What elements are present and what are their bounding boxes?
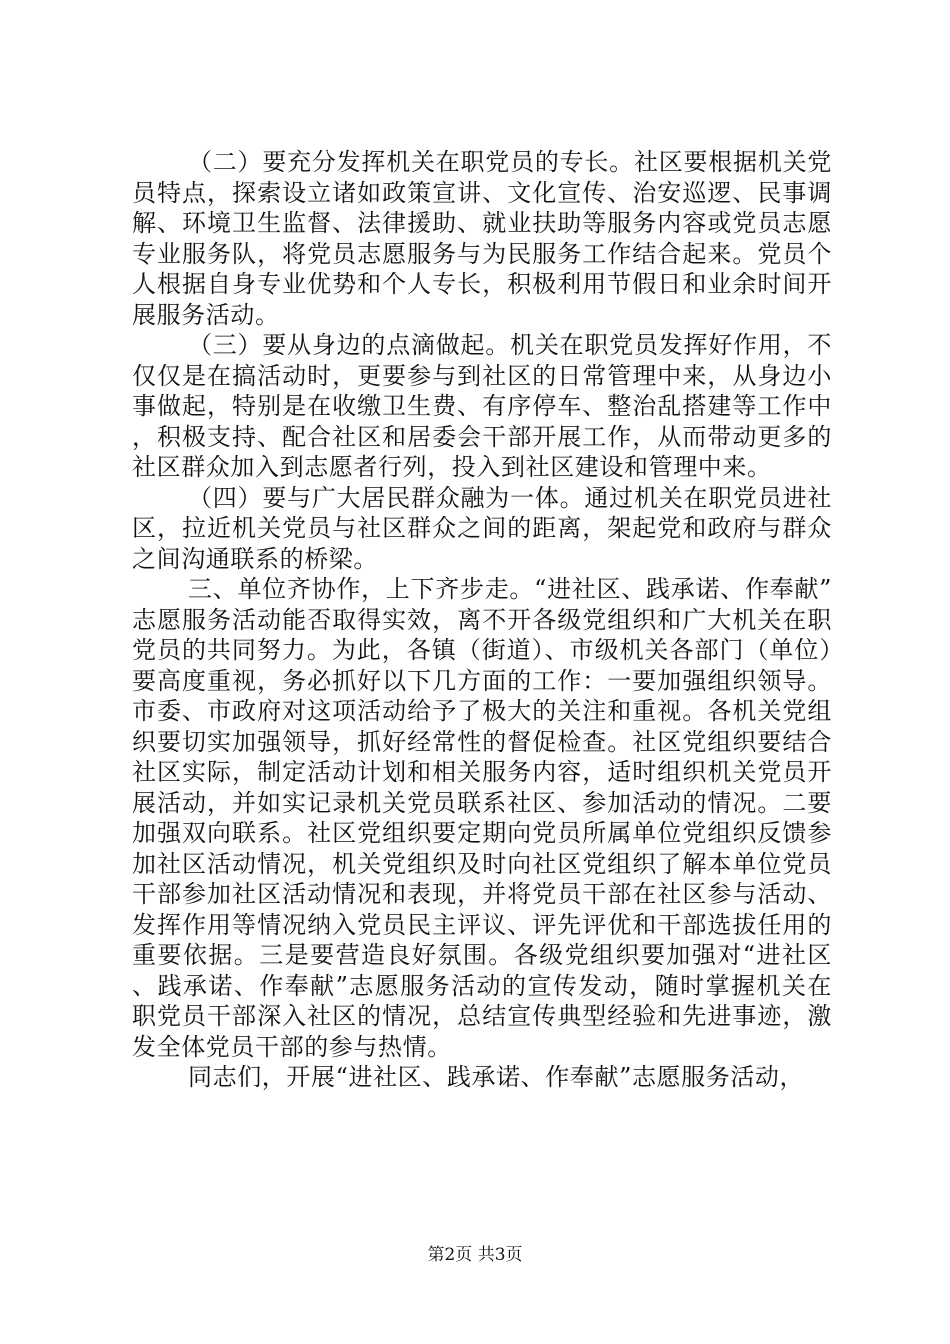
paragraph-two: （二）要充分发挥机关在职党员的专长。社区要根据机关党员特点，探索设立诸如政策宣讲、文化宣传、治安巡逻、民事调解、环境卫生监督、法律援助、就业扶助等服务内容或党员志愿专业服务队，将党员志愿服务与为民服务工作结合起来。党员个人根据自身专业优势和个人专长，积极利用节假日和业余时间开展服务活动。 xyxy=(132,148,832,329)
paragraph-four: （四）要与广大居民群众融为一体。通过机关在职党员进社区，拉近机关党员与社区群众之间的距离，架起党和政府与群众之间沟通联系的桥梁。 xyxy=(132,483,832,573)
paragraph-section-three: 三、单位齐协作，上下齐步走。“进社区、践承诺、作奉献”志愿服务活动能否取得实效，离不开各级党组织和广大机关在职党员的共同努力。为此，各镇（街道）、市级机关各部门（单位）要高度重视，务必抓好以下几方面的工作：一要加强组织领导。市委、市政府对这项活动给予了极大的关注和重视。各机关党组织要切实加强领导，抓好经常性的督促检查。社区党组织要结合社区实际，制定活动计划和相关服务内容，适时组织机关党员开展活动，并如实记录机关党员联系社区、参加活动的情况。二要加强双向联系。社区党组织要定期向党员所属单位党组织反馈参加社区活动情况，机关党组织及时向社区党组织了解本单位党员干部参加社区活动情况和表现，并将党员干部在社区参与活动、发挥作用等情况纳入党员民主评议、评先评优和干部选拔任用的重要依据。三是要营造良好氛围。各级党组织要加强对“进社区、践承诺、作奉献”志愿服务活动的宣传发动，随时掌握机关在职党员干部深入社区的情况，总结宣传典型经验和先进事迹，激发全体党员干部的参与热情。 xyxy=(132,575,832,1061)
paragraph-three: （三）要从身边的点滴做起。机关在职党员发挥好作用，不仅仅是在搞活动时，更要参与到社区的日常管理中来，从身边小事做起，特别是在收缴卫生费、有序停车、整治乱搭建等工作中，积极支持、配合社区和居委会干部开展工作，从而带动更多的社区群众加入到志愿者行列，投入到社区建设和管理中来。 xyxy=(132,331,832,481)
page-number-footer: 第2页 共3页 xyxy=(427,1245,523,1265)
document-body xyxy=(132,147,832,1093)
paragraph-closing: 同志们，开展“进社区、践承诺、作奉献”志愿服务活动， xyxy=(188,1063,805,1091)
